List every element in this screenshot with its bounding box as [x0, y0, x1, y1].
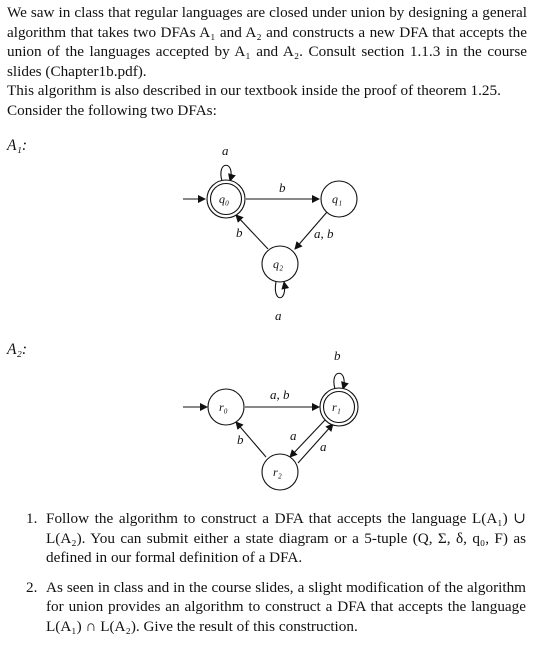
dfa2-edge-r1-r2-label: a — [290, 428, 297, 443]
svg-text:q₀: q₀ — [219, 192, 230, 206]
dfa1-state-q2 — [262, 246, 298, 282]
svg-text:q₂: q₂ — [273, 257, 284, 271]
intro-paragraph-consider: Consider the following two DFAs: — [7, 101, 217, 119]
svg-text:q₁: q₁ — [332, 192, 343, 206]
dfa2-diagram — [0, 340, 556, 500]
dfa2-edge-r2-r1-label: a — [320, 439, 327, 454]
intro-paragraph-union: We saw in class that regular languages are closed under union by designing a general algorithm that takes two DFAs A₁ and A₂ and constructs a new DFA that accepts the union of the languages accepted by A₁ and A₂. Consult section 1.1.3 in the course slides (Chapter1b.pdf). — [7, 4, 527, 80]
dfa1-edge-q2-self-label: a — [275, 308, 282, 323]
dfa2-edge-r1-self — [334, 373, 344, 389]
dfa1-edge-q2-self — [275, 282, 284, 298]
question-text: Follow the algorithm to construct a DFA that accepts the language L(A₁) ∪ L(A₂). You can submit either a state diagram or a 5-tuple (Q, Σ, δ, q₀, F) as defined in our formal definition of a DFA. — [46, 510, 526, 566]
dfa1-label: A₁: — [7, 137, 28, 154]
dfa1-edge-q0-self — [221, 165, 231, 181]
dfa2-state-r2 — [262, 454, 298, 490]
dfa2-state-r0 — [208, 389, 244, 425]
svg-text:r₂: r₂ — [273, 465, 282, 479]
dfa2-edge-r0-r1-label: a, b — [270, 387, 290, 402]
dfa1-edge-q2-q0-label: b — [236, 225, 243, 240]
svg-text:r₀: r₀ — [219, 400, 228, 414]
question-number: 1. — [26, 510, 38, 527]
dfa1-edge-q1-q2-label: a, b — [314, 226, 334, 241]
svg-text:r₁: r₁ — [332, 400, 341, 414]
dfa2-edge-r1-self-label: b — [334, 348, 341, 363]
intro-text — [7, 3, 527, 120]
question-number: 2. — [26, 578, 38, 596]
dfa1-edge-q0-self-label: a — [222, 143, 229, 158]
question-list — [22, 509, 526, 646]
intro-paragraph-textbook: This algorithm is also described in our textbook inside the proof of theorem 1.25. — [7, 82, 501, 99]
question-text: As seen in class and in the course slides, a slight modification of the algorithm for union provides an algorithm to construct a DFA that accepts the language L(A₁) ∩ L(A₂). Give the result of this construction. — [46, 578, 526, 635]
dfa1-diagram — [0, 140, 556, 340]
dfa1-state-q1 — [321, 181, 357, 217]
dfa2-edge-r2-r0-label: b — [237, 432, 244, 447]
question-item — [22, 509, 526, 568]
question-item — [22, 578, 526, 637]
dfa1-state-q0 — [207, 180, 245, 218]
dfa2-label: A₂: — [7, 341, 28, 358]
dfa1-edge-q0-q1-label: b — [279, 180, 286, 195]
dfa2-state-r1 — [320, 388, 358, 426]
